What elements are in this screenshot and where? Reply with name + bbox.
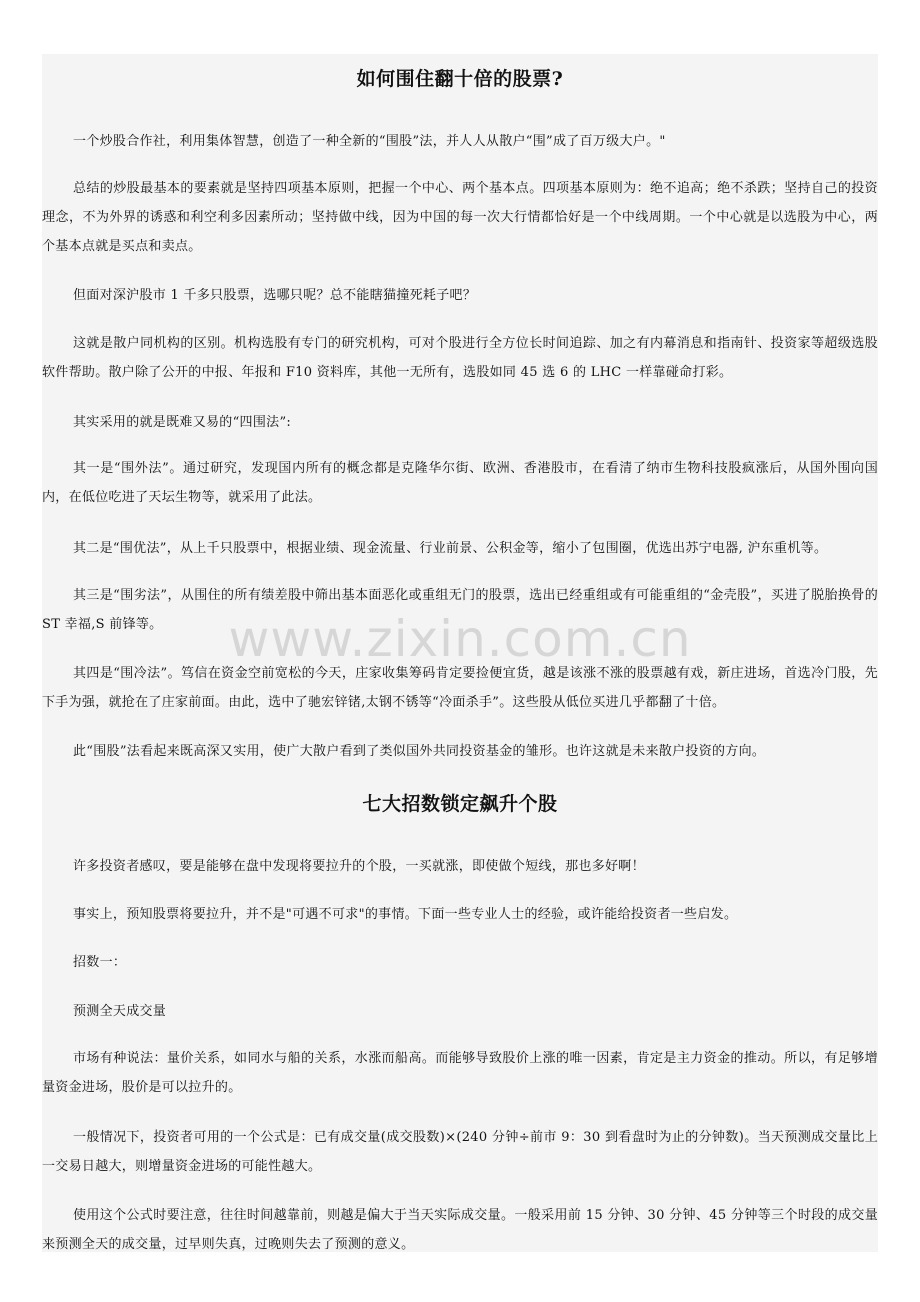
paragraph: 市场有种说法：量价关系，如同水与船的关系，水涨而船高。而能够导致股价上涨的唯一因素，肯定是主力资金的推动。所以，有足够增量资金进场，股价是可以拉升的。 [42, 1051, 878, 1095]
paragraph: 招数一： [73, 955, 127, 970]
paragraph: 一个炒股合作社，利用集体智慧，创造了一种全新的“围股”法，并人人从散户“围”成了百万级大户。" [73, 134, 666, 149]
paragraph: 预测全天成交量 [73, 1004, 167, 1019]
document-page [42, 54, 878, 1252]
paragraph: 这就是散户同机构的区别。机构选股有专门的研究机构，可对个股进行全方位长时间追踪、加之有内幕消息和指南针、投资家等超级选股软件帮助。散户除了公开的中报、年报和 F10 资料库，其他一无所有，选股如同 45 选 6 的 LHC 一样靠碰命打彩。 [42, 336, 878, 380]
paragraph: 一般情况下，投资者可用的一个公式是：已有成交量(成交股数)×(240 分钟÷前市 9：30 到看盘时为止的分钟数)。当天预测成交量比上一交易日越大，则增量资金进场的可能性越大。 [42, 1130, 878, 1174]
watermark: www.zixin.com.cn [228, 610, 692, 668]
paragraph: 许多投资者感叹，要是能够在盘中发现将要拉升的个股，一买就涨，即使做个短线，那也多好啊！ [73, 859, 645, 874]
paragraph: 事实上，预知股票将要拉升，并不是"可遇不可求"的事情。下面一些专业人士的经验，或许能给投资者一些启发。 [73, 907, 738, 922]
paragraph: 其实采用的就是既难又易的“四围法”: [73, 415, 292, 430]
paragraph: 其四是“围冷法”。笃信在资金空前宽松的今天，庄家收集筹码肯定要捡便宜货，越是该涨不涨的股票越有戏，新庄进场，首选冷门股，先下手为强，就抢在了庄家前面。由此，选中了驰宏锌锗,太钢不锈等“冷面杀手”。这些股从低位买进几乎都翻了十倍。 [42, 666, 878, 710]
article-title-2: 七大招数锁定飙升个股 [362, 793, 558, 815]
paragraph: 总结的炒股最基本的要素就是坚持四项基本原则，把握一个中心、两个基本点。四项基本原则为：绝不追高；绝不杀跌；坚持自己的投资理念，不为外界的诱惑和利空利多因素所动；坚持做中线，因为中国的每一次大行情都恰好是一个中线周期。一个中心就是以选股为中心，两个基本点就是买点和卖点。 [42, 181, 878, 254]
article-title-1: 如何围住翻十倍的股票? [356, 68, 564, 90]
paragraph: 但面对深沪股市 1 千多只股票，选哪只呢？总不能瞎猫撞死耗子吧？ [73, 288, 477, 303]
paragraph: 其二是“围优法”，从上千只股票中，根据业绩、现金流量、行业前景、公积金等，缩小了包围圈，优选出苏宁电器, 沪东重机等。 [73, 541, 828, 556]
paragraph: 其三是“围劣法”，从围住的所有绩差股中筛出基本面恶化或重组无门的股票，选出已经重组或有可能重组的“金壳股”，买进了脱胎换骨的 ST 幸福,S 前锋等。 [42, 588, 878, 632]
paragraph: 此“围股”法看起来既高深又实用，使广大散户看到了类似国外共同投资基金的雏形。也许这就是未来散户投资的方向。 [73, 744, 766, 759]
paragraph: 其一是“围外法”。通过研究，发现国内所有的概念都是克隆华尔街、欧洲、香港股市，在看清了纳市生物科技股疯涨后，从国外围向国内，在低位吃进了天坛生物等，就采用了此法。 [42, 461, 878, 505]
paragraph: 使用这个公式时要注意，往往时间越靠前，则越是偏大于当天实际成交量。一般采用前 15 分钟、30 分钟、45 分钟等三个时段的成交量来预测全天的成交量，过早则失真，过晚则失去了预测的意义。 [42, 1208, 878, 1252]
